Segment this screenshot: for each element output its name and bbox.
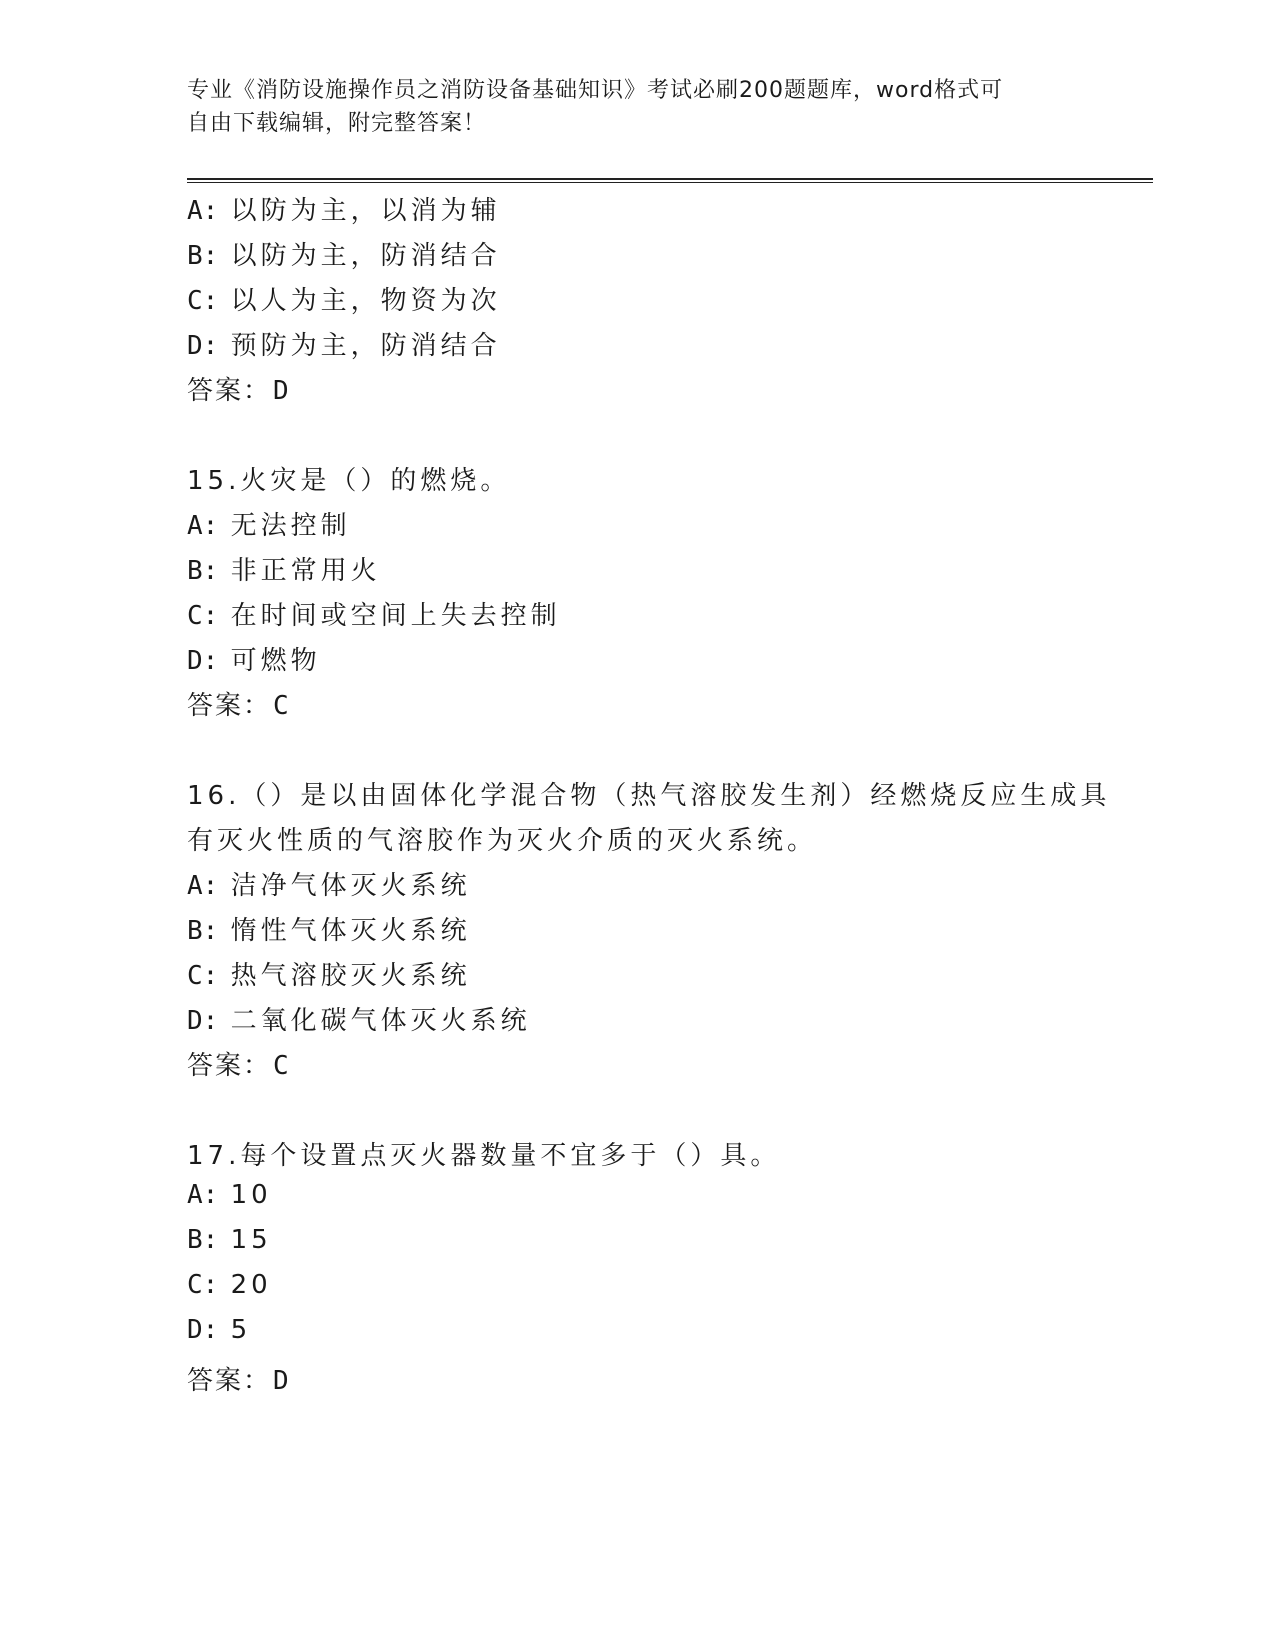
option-b: B: 以防为主，防消结合 <box>187 241 501 271</box>
option-b: B: 15 <box>187 1225 272 1255</box>
header-line-1: 专业《消防设施操作员之消防设备基础知识》考试必刷200题题库，word格式可 <box>187 78 1004 103</box>
option-c: C: 以人为主，物资为次 <box>187 286 501 316</box>
answer: 答案：D <box>187 1366 291 1396</box>
option-a: A: 无法控制 <box>187 511 351 541</box>
option-b: B: 非正常用火 <box>187 556 381 586</box>
option-d: D: 可燃物 <box>187 646 321 676</box>
option-d: D: 预防为主，防消结合 <box>187 331 501 361</box>
option-c: C: 20 <box>187 1270 272 1300</box>
header-line-2: 自由下载编辑，附完整答案！ <box>187 111 487 136</box>
question-stem: 15.火灾是（）的燃烧。 <box>187 466 511 496</box>
header-divider <box>187 178 1153 183</box>
question-stem-line-2: 有灭火性质的气溶胶作为灭火介质的灭火系统。 <box>187 826 818 856</box>
option-c: C: 热气溶胶灭火系统 <box>187 961 471 991</box>
document-header <box>187 74 1067 140</box>
answer: 答案：D <box>187 376 291 406</box>
option-a: A: 以防为主，以消为辅 <box>187 196 501 226</box>
question-stem-line-1: 16.（）是以由固体化学混合物（热气溶胶发生剂）经燃烧反应生成具 <box>187 781 1111 811</box>
answer: 答案：C <box>187 691 291 721</box>
option-b: B: 惰性气体灭火系统 <box>187 916 471 946</box>
question-stem: 17.每个设置点灭火器数量不宜多于（）具。 <box>187 1141 781 1171</box>
option-a: A: 洁净气体灭火系统 <box>187 871 471 901</box>
option-d: D: 二氧化碳气体灭火系统 <box>187 1006 531 1036</box>
option-c: C: 在时间或空间上失去控制 <box>187 601 561 631</box>
answer: 答案：C <box>187 1051 291 1081</box>
option-a: A: 10 <box>187 1180 272 1210</box>
option-d: D: 5 <box>187 1315 252 1345</box>
